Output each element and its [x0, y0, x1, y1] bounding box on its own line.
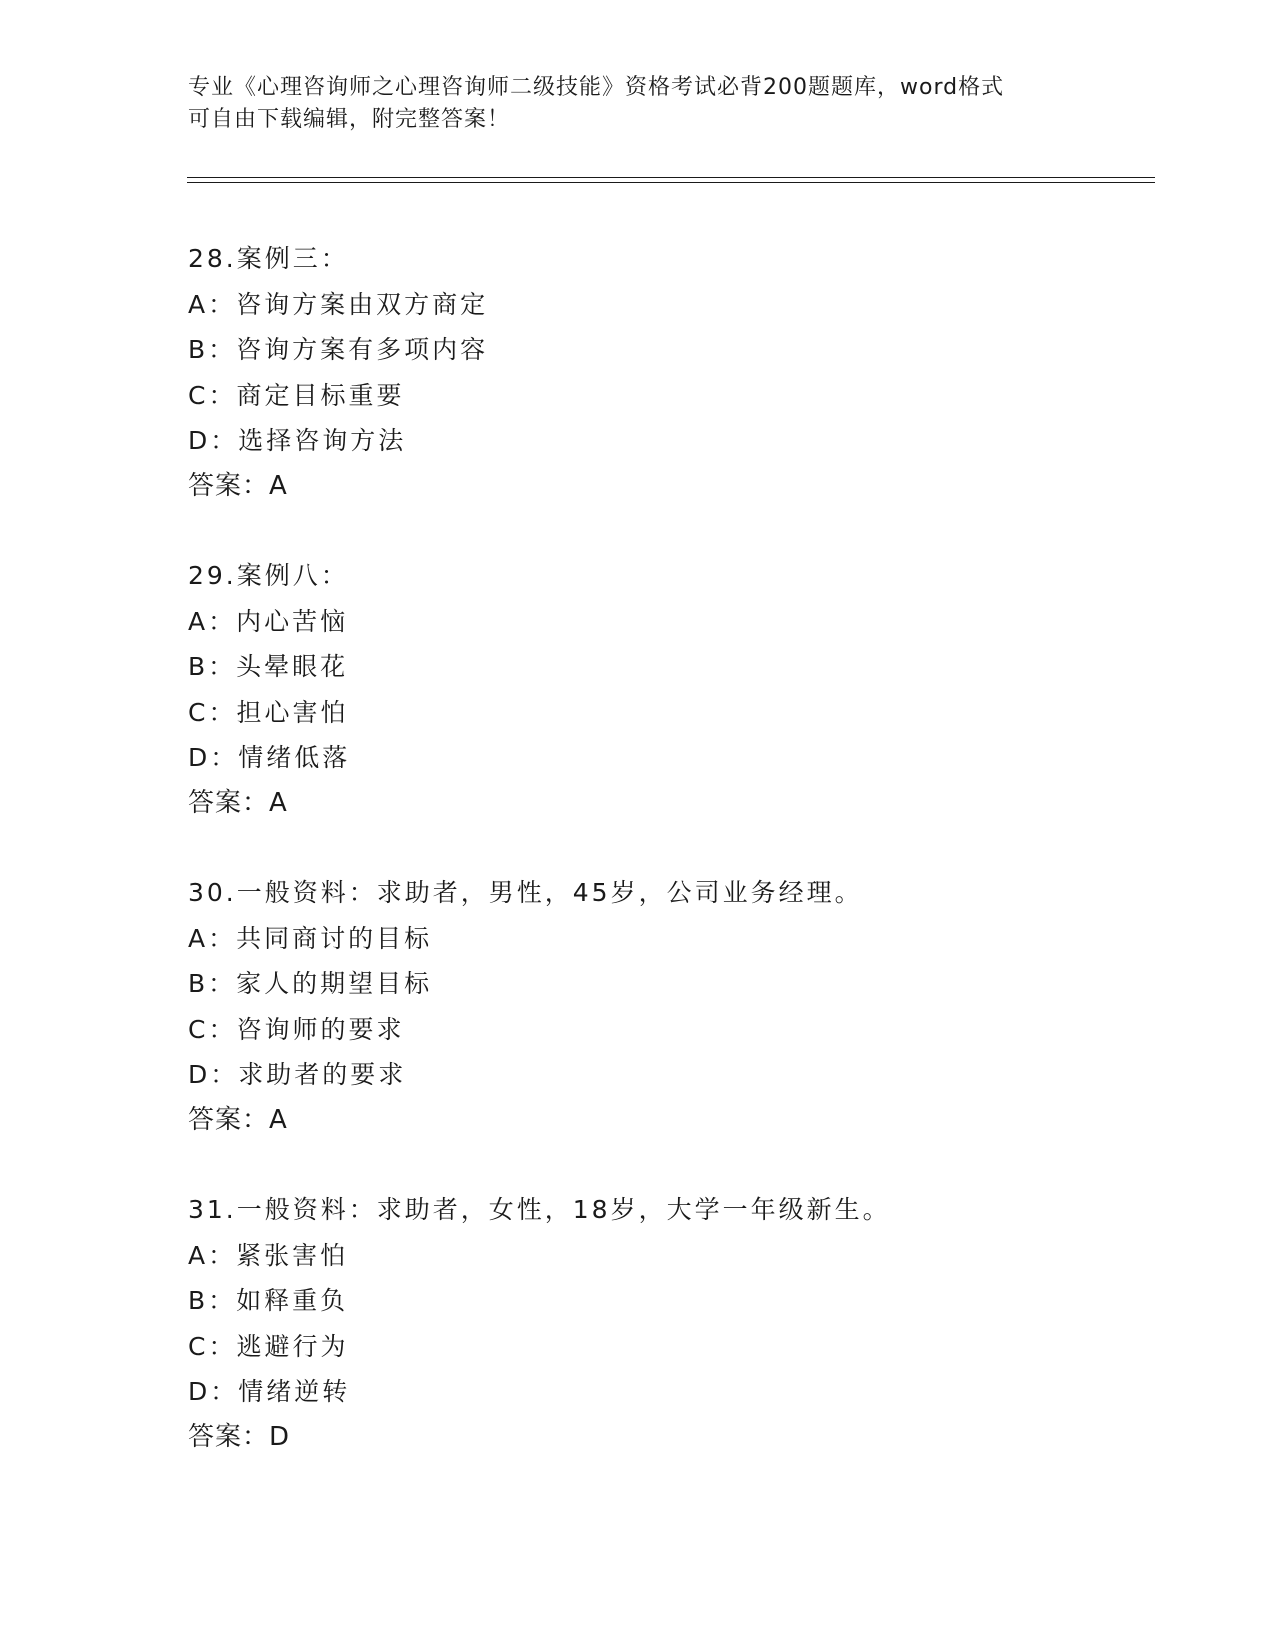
question-stem: 31.一般资料：求助者，女性，18岁，大学一年级新生。	[188, 1195, 891, 1224]
option-b: B：咨询方案有多项内容	[188, 335, 489, 364]
question-list	[188, 236, 1188, 1460]
option-a: A：咨询方案由双方商定	[188, 289, 489, 319]
option-c: C：咨询师的要求	[188, 1014, 405, 1044]
option-a: A：紧张害怕	[188, 1240, 349, 1270]
header-divider-bottom	[187, 182, 1155, 183]
option-b: B：如释重负	[188, 1286, 349, 1315]
option-c: C：担心害怕	[188, 697, 349, 727]
option-b: B：家人的期望目标	[188, 969, 433, 998]
option-a: A：内心苦恼	[188, 606, 349, 636]
header-line-1: 专业《心理咨询师之心理咨询师二级技能》资格考试必背200题题库，word格式	[188, 75, 1005, 100]
question-item	[188, 553, 1188, 826]
option-c: C：商定目标重要	[188, 380, 405, 410]
question-stem: 28.案例三：	[188, 244, 349, 273]
answer-label: 答案：A	[188, 787, 288, 818]
option-d: D：情绪逆转	[188, 1377, 351, 1406]
answer-label: 答案：A	[188, 1104, 288, 1135]
option-d: D：求助者的要求	[188, 1060, 407, 1089]
question-stem: 29.案例八：	[188, 561, 349, 590]
answer-label: 答案：A	[188, 470, 288, 501]
answer-label: 答案：D	[188, 1421, 291, 1452]
option-d: D：选择咨询方法	[188, 426, 407, 455]
option-d: D：情绪低落	[188, 743, 351, 772]
document-header	[188, 72, 1088, 136]
question-stem: 30.一般资料：求助者，男性，45岁，公司业务经理。	[188, 878, 863, 907]
question-item	[188, 870, 1188, 1143]
question-item	[188, 1187, 1188, 1460]
option-a: A：共同商讨的目标	[188, 923, 433, 953]
option-c: C：逃避行为	[188, 1331, 349, 1361]
header-line-2: 可自由下载编辑，附完整答案！	[188, 107, 511, 132]
header-divider-top	[187, 177, 1155, 178]
option-b: B：头晕眼花	[188, 652, 349, 681]
question-item	[188, 236, 1188, 509]
